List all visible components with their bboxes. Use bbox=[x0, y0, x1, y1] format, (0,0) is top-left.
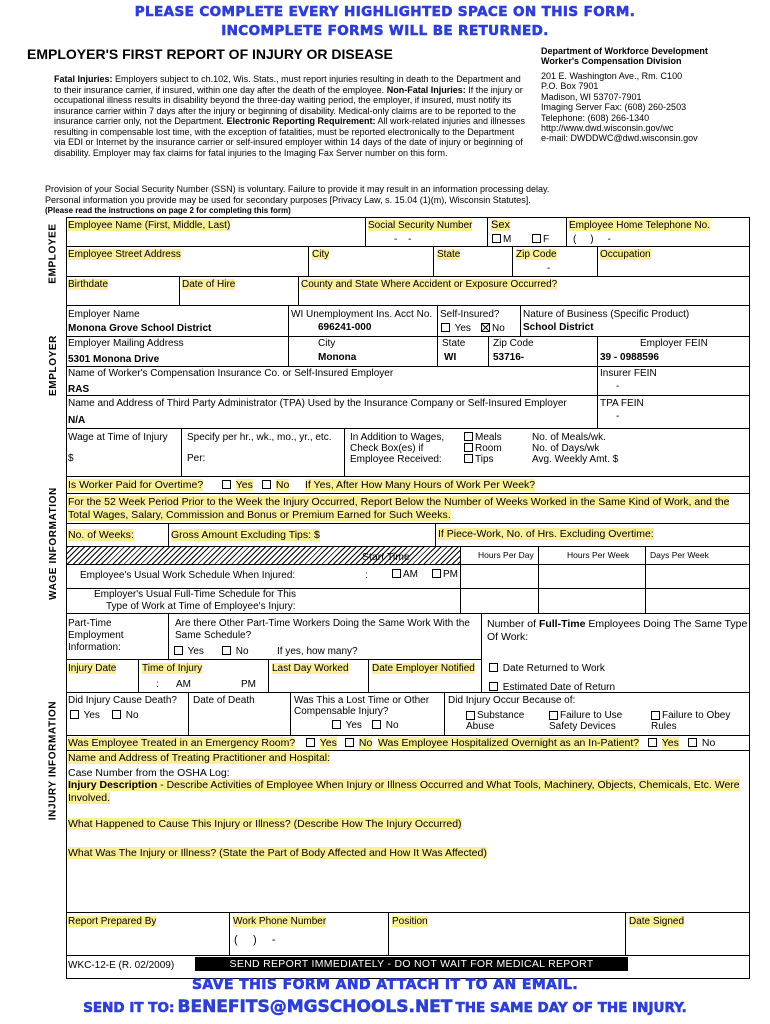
fulltime-schedule-line1: Employer's Usual Full-Time Schedule for This bbox=[94, 589, 296, 600]
department-name: Department of Workforce Development bbox=[541, 46, 708, 56]
section-wage: WAGE INFORMATION bbox=[47, 486, 59, 600]
ui-acct-label: WI Unemployment Ins. Acct No. bbox=[291, 309, 433, 320]
wage-label: Wage at Time of Injury bbox=[68, 432, 168, 443]
tpa-fein-label: TPA FEIN bbox=[600, 398, 644, 409]
instructions-note: (Please read the instructions on page 2 for completing this form) bbox=[45, 206, 291, 215]
hours-per-day-label: Hours Per Day bbox=[478, 550, 534, 560]
hours-per-week-label: Hours Per Week bbox=[567, 550, 630, 560]
privacy-notice: Personal information you provide may be used for secondary purposes [Privacy Law, s. 15.04 (1)(m), Wisconsin Statutes]. bbox=[45, 195, 531, 205]
self-insured-label: Self-Insured? bbox=[440, 309, 500, 320]
employer-state-value[interactable]: WI bbox=[444, 352, 457, 363]
part-time-yes-checkbox[interactable] bbox=[174, 646, 183, 655]
er-yes-checkbox[interactable] bbox=[306, 738, 315, 747]
form-id: WKC-12-E (R. 02/2009) bbox=[68, 960, 175, 971]
ssn-input[interactable]: - - bbox=[394, 234, 416, 245]
time-colon: : bbox=[156, 679, 159, 690]
employer-fein-value[interactable]: 39 - 0988596 bbox=[600, 352, 659, 363]
time-of-injury-label: Time of Injury bbox=[142, 663, 203, 674]
days-per-week-label: No. of Days/wk bbox=[532, 443, 600, 454]
overtime-yes[interactable]: Yes bbox=[222, 479, 253, 491]
department-address bbox=[541, 71, 756, 144]
substance-abuse-option[interactable]: Substance Abuse bbox=[466, 710, 525, 732]
schedule-pm-checkbox[interactable] bbox=[432, 569, 441, 578]
cause-death-yes[interactable]: Yes bbox=[70, 710, 100, 721]
room-checkbox[interactable] bbox=[464, 443, 473, 452]
page-title: EMPLOYER'S FIRST REPORT OF INJURY OR DISEASE bbox=[27, 46, 393, 62]
banner-complete-highlighted: PLEASE COMPLETE EVERY HIGHLIGHTED SPACE ON THIS FORM. bbox=[134, 4, 636, 20]
employer-fein-label: Employer FEIN bbox=[640, 338, 708, 349]
prepared-by-label[interactable]: Report Prepared By bbox=[68, 916, 157, 927]
overtime-question: Is Worker Paid for Overtime? bbox=[68, 479, 204, 491]
sex-m-option[interactable]: M bbox=[492, 234, 511, 245]
hospitalized-yes-checkbox[interactable] bbox=[648, 738, 657, 747]
cause-death-no-checkbox[interactable] bbox=[112, 710, 121, 719]
mailing-address-value[interactable]: 5301 Monona Drive bbox=[68, 354, 160, 365]
lost-time-yes[interactable]: Yes bbox=[332, 720, 362, 731]
injury-date-label: Injury Date bbox=[68, 663, 117, 674]
employer-city-value[interactable]: Monona bbox=[318, 352, 357, 363]
employer-zip-label: Zip Code bbox=[493, 338, 534, 349]
days-per-week-header: Days Per Week bbox=[650, 550, 709, 560]
cause-death-label: Did Injury Cause Death? bbox=[68, 695, 177, 706]
tips-option[interactable]: Tips bbox=[464, 454, 494, 465]
er-question: Was Employee Treated in an Emergency Room? bbox=[68, 737, 296, 749]
part-time-label: Part-Time Employment Information: bbox=[68, 618, 124, 653]
part-time-how-many[interactable]: If yes, how many? bbox=[277, 646, 358, 657]
date-returned-checkbox[interactable] bbox=[489, 663, 498, 672]
what-happened-label[interactable]: What Happened to Cause This Injury or Illness? (Describe How The Injury Occurred) bbox=[68, 818, 462, 830]
home-phone-input[interactable]: ( ) - bbox=[573, 234, 611, 245]
birthdate-label: Birthdate bbox=[68, 279, 109, 290]
telephone-line: Telephone: (608) 266-1340 bbox=[541, 112, 650, 123]
street-address-label: Employee Street Address bbox=[68, 249, 181, 260]
lost-time-no-checkbox[interactable] bbox=[372, 720, 381, 729]
fax-line: Imaging Server Fax: (608) 260-2503 bbox=[541, 102, 687, 113]
failure-rules-option[interactable]: Failure to Obey Rules bbox=[651, 710, 731, 732]
hire-date-label: Date of Hire bbox=[182, 279, 236, 290]
send-to-label: SEND IT TO: bbox=[83, 1000, 175, 1016]
electronic-text: All work-related injuries and illnesses resulting in compensable lost time, with the exception of fatalities, must be reported electronically to the Department via EDI or Internet by the insurance carrier or self-insured employer within 14 days of the date of injury or beginning of disability. Employer may fax claims for fatal injuries to the Imaging Fax Server number on this form. bbox=[54, 116, 526, 158]
self-insured-yes-checkbox[interactable] bbox=[441, 323, 450, 332]
date-signed-label[interactable]: Date Signed bbox=[629, 916, 685, 927]
schedule-pm[interactable]: PM bbox=[432, 569, 458, 580]
sex-f-option[interactable]: F bbox=[532, 234, 549, 245]
same-day-label: THE SAME DAY OF THE INJURY. bbox=[455, 1000, 687, 1016]
tpa-value[interactable]: N/A bbox=[68, 415, 86, 426]
meals-option[interactable]: Meals bbox=[464, 432, 502, 443]
lost-time-question: Was This a Lost Time or Other Compensable Injury? bbox=[294, 695, 430, 717]
employer-zip-value[interactable]: 53716- bbox=[493, 352, 525, 363]
zip-input[interactable]: - bbox=[547, 263, 551, 274]
overtime-hours-label: If Yes, After How Many Hours of Work Per Week? bbox=[305, 479, 536, 491]
state-label: State bbox=[437, 249, 461, 260]
lost-time-no[interactable]: No bbox=[372, 720, 399, 731]
start-time-label: Start Time bbox=[362, 551, 410, 563]
part-time-no[interactable]: No bbox=[222, 646, 249, 657]
wage-specify-label: Specify per hr., wk., mo., yr., etc. bbox=[187, 432, 332, 443]
last-day-worked-label: Last Day Worked bbox=[272, 663, 349, 674]
room-option[interactable]: Room bbox=[464, 443, 502, 454]
wage-per-label[interactable]: Per: bbox=[187, 453, 206, 464]
ssn-notice: Provision of your Social Security Number (SSN) is voluntary. Failure to provide it may result in an information processing delay. bbox=[45, 184, 550, 194]
sex-m-checkbox[interactable] bbox=[492, 234, 501, 243]
period-instructions: For the 52 Week Period Prior to the Week the Injury Occurred, Report Below the Number of Weeks Worked in the Same Kind of Work, and the Total Wages, Salary, Commission and Bonus or Premium Earned for Such Weeks. bbox=[68, 496, 730, 521]
business-label: Nature of Business (Specific Product) bbox=[523, 309, 690, 320]
overtime-no[interactable]: No bbox=[262, 479, 289, 491]
reporting-notice bbox=[54, 74, 528, 158]
part-time-yes[interactable]: Yes bbox=[174, 646, 204, 657]
tips-checkbox[interactable] bbox=[464, 454, 473, 463]
cause-death-no[interactable]: No bbox=[112, 710, 139, 721]
fatal-text: Employers subject to ch.102, Wis. Stats., must report injuries resulting in death to the Department and to their insurance carrier, if insured, within one day after the death of the employee. bbox=[54, 74, 521, 95]
er-no-checkbox[interactable] bbox=[345, 738, 354, 747]
self-insured-no[interactable]: No bbox=[481, 323, 505, 334]
banner-send-to bbox=[0, 997, 770, 1017]
employer-city-label: City bbox=[318, 338, 336, 349]
fulltime-count-label: Number of Full-Time Employees Doing The Same Type Of Work: bbox=[487, 618, 748, 643]
er-yes[interactable]: Yes bbox=[306, 737, 337, 749]
injury-am[interactable]: AM bbox=[176, 679, 191, 690]
occur-because-label: Did Injury Occur Because of: bbox=[448, 695, 576, 706]
failure-rules-checkbox[interactable] bbox=[651, 711, 660, 720]
what-was-injury-label[interactable]: What Was The Injury or Illness? (State the Part of Body Affected and How It Was Affected) bbox=[68, 847, 487, 859]
nonfatal-label: Non-Fatal Injuries: bbox=[386, 84, 466, 95]
cause-death-yes-checkbox[interactable] bbox=[70, 710, 79, 719]
fulltime-schedule-line2: Type of Work at Time of Employee's Injury: bbox=[106, 601, 296, 612]
section-injury: INJURY INFORMATION bbox=[47, 700, 59, 820]
tpa-fein-value[interactable]: - bbox=[616, 411, 620, 422]
hospitalized-yes[interactable]: Yes bbox=[648, 737, 679, 749]
employee-name-label: Employee Name (First, Middle, Last) bbox=[68, 220, 231, 231]
employer-state-label: State bbox=[442, 338, 466, 349]
hospitalized-no[interactable]: No bbox=[688, 737, 715, 749]
mailing-address-label: Employer Mailing Address bbox=[68, 338, 184, 349]
employer-name-label: Employer Name bbox=[68, 309, 140, 320]
weeks-label[interactable]: No. of Weeks: bbox=[68, 529, 134, 541]
gross-amount-label[interactable]: Gross Amount Excluding Tips: $ bbox=[171, 529, 320, 541]
er-no[interactable]: No bbox=[345, 737, 372, 749]
section-employee: EMPLOYEE bbox=[47, 222, 59, 284]
occupation-label: Occupation bbox=[600, 249, 651, 260]
electronic-label: Electronic Reporting Requirement: bbox=[226, 116, 376, 126]
schedule-am[interactable]: AM bbox=[392, 569, 418, 580]
failure-devices-option[interactable]: Failure to Use Safety Devices bbox=[549, 710, 623, 732]
employee-name-input[interactable] bbox=[68, 233, 363, 245]
addition-label: In Addition to Wages, Check Box(es) if Employee Received: bbox=[350, 432, 445, 465]
website-link[interactable]: http://www.dwd.wisconsin.gov/wc bbox=[541, 123, 674, 134]
zip-label: Zip Code bbox=[516, 249, 557, 260]
part-time-no-checkbox[interactable] bbox=[222, 646, 231, 655]
overtime-yes-checkbox[interactable] bbox=[222, 480, 231, 489]
city-label: City bbox=[312, 249, 330, 260]
hospitalized-no-checkbox[interactable] bbox=[688, 738, 697, 747]
self-insured-yes[interactable]: Yes bbox=[441, 323, 471, 334]
part-time-question: Are there Other Part-Time Workers Doing the Same Work With the Same Schedule? bbox=[175, 618, 470, 641]
address-line: 201 E. Washington Ave., Rm. C100 bbox=[541, 71, 683, 81]
department-block bbox=[541, 46, 756, 66]
date-returned-option[interactable]: Date Returned to Work bbox=[489, 663, 605, 674]
osha-case-label[interactable]: Case Number from the OSHA Log: bbox=[68, 767, 230, 779]
address-line: P.O. Box 7901 bbox=[541, 81, 599, 92]
banner-incomplete-returned: INCOMPLETE FORMS WILL BE RETURNED. bbox=[221, 23, 549, 39]
tpa-label: Name and Address of Third Party Administrator (TPA) Used by the Insurance Company or Self-Insured Employer bbox=[68, 398, 567, 409]
meals-per-week-label: No. of Meals/wk. bbox=[532, 432, 606, 443]
home-phone-label: Employee Home Telephone No. bbox=[569, 220, 711, 231]
est-return-option[interactable]: Estimated Date of Return bbox=[489, 682, 615, 693]
schedule-colon: : bbox=[365, 570, 368, 581]
usual-schedule-label: Employee's Usual Work Schedule When Injured: bbox=[80, 570, 296, 581]
insurance-label: Name of Worker's Compensation Insurance Co. or Self-Insured Employer bbox=[68, 368, 394, 379]
fatal-label: Fatal Injuries: bbox=[54, 74, 113, 84]
hospitalized-question: Was Employee Hospitalized Overnight as an In-Patient? bbox=[378, 737, 640, 749]
email-link[interactable]: e-mail: DWDDWC@dwd.wisconsin.gov bbox=[541, 133, 698, 144]
self-insured-no-checkbox[interactable] bbox=[481, 323, 490, 332]
wage-dollar[interactable]: $ bbox=[68, 453, 74, 464]
lost-time-yes-checkbox[interactable] bbox=[332, 720, 341, 729]
division-name: Worker's Compensation Division bbox=[541, 56, 682, 66]
date-notified-label: Date Employer Notified bbox=[372, 663, 475, 674]
position-label[interactable]: Position bbox=[392, 916, 428, 927]
section-employer: EMPLOYER bbox=[47, 334, 59, 396]
ui-acct-value[interactable]: 696241-000 bbox=[318, 322, 372, 333]
business-value[interactable]: School District bbox=[523, 322, 594, 333]
work-phone-label: Work Phone Number bbox=[233, 916, 327, 927]
est-return-checkbox[interactable] bbox=[489, 682, 498, 691]
sex-f-checkbox[interactable] bbox=[532, 234, 541, 243]
piece-work-label[interactable]: If Piece-Work, No. of Hrs. Excluding Overtime: bbox=[438, 528, 654, 540]
insurance-value[interactable]: RAS bbox=[68, 384, 90, 395]
overtime-no-checkbox[interactable] bbox=[262, 480, 271, 489]
benefits-email-link[interactable]: BENEFITS@MGSCHOOLS.NET bbox=[177, 997, 453, 1017]
substance-abuse-checkbox[interactable] bbox=[466, 711, 475, 720]
avg-weekly-label: Avg. Weekly Amt. $ bbox=[532, 454, 619, 465]
insurer-fein-label: Insurer FEIN bbox=[600, 368, 657, 379]
address-line: Madison, WI 53707-7901 bbox=[541, 91, 642, 102]
injury-pm[interactable]: PM bbox=[241, 679, 256, 690]
employer-name-value[interactable]: Monona Grove School District bbox=[68, 323, 212, 334]
ssn-label: Social Security Number bbox=[368, 220, 473, 231]
work-phone-input[interactable]: ( ) - bbox=[234, 934, 276, 946]
sex-label: Sex bbox=[491, 219, 510, 231]
practitioner-label[interactable]: Name and Address of Treating Practitioner and Hospital: bbox=[68, 752, 331, 764]
insurer-fein-value[interactable]: - bbox=[616, 381, 620, 392]
injury-description-label[interactable]: Injury Description - Describe Activities of Employee When Injury or Illness Occurred and What Tools, Machinery, Objects, Chemicals, Etc. Were Involved. bbox=[68, 779, 740, 804]
failure-devices-checkbox[interactable] bbox=[549, 711, 558, 720]
send-immediately-bar: SEND REPORT IMMEDIATELY - DO NOT WAIT FOR MEDICAL REPORT bbox=[195, 957, 628, 971]
banner-save-attach: SAVE THIS FORM AND ATTACH IT TO AN EMAIL. bbox=[191, 977, 579, 993]
nonfatal-text: If the injury or occupational illness results in disability beyond the three-day waiting period, the employer, if insured, must notify its insurance carrier within 7 days after the injury or beginning of disability. Medical-only claims are to be reported to the insurance carrier only, not the Department. bbox=[54, 84, 523, 126]
date-of-death-label: Date of Death bbox=[193, 695, 255, 706]
schedule-am-checkbox[interactable] bbox=[392, 569, 401, 578]
county-label: County and State Where Accident or Exposure Occurred? bbox=[301, 279, 558, 290]
meals-checkbox[interactable] bbox=[464, 432, 473, 441]
